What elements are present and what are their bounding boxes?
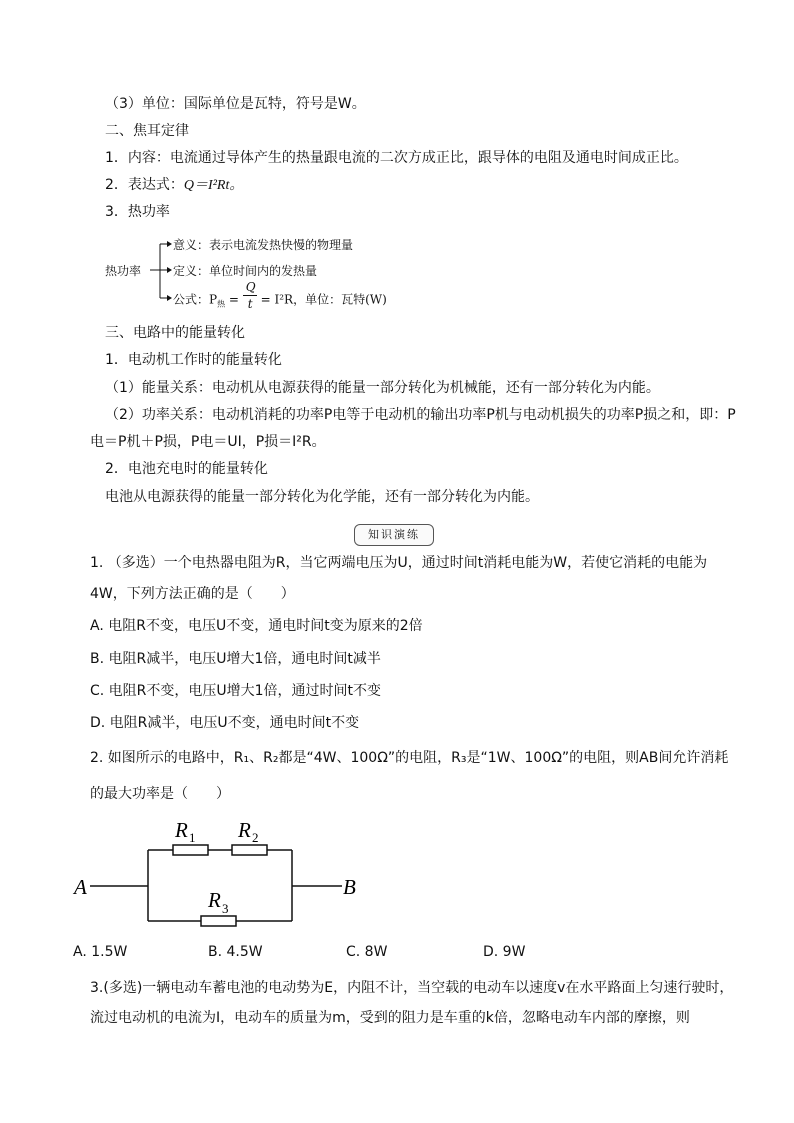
expression-formula: Q＝I²Rt。 [183,178,244,193]
r2-subscript: 2 [252,830,259,845]
r1-subscript: 1 [189,830,196,845]
expression-label: 2．表达式： [105,177,184,193]
heat-power-meaning: 意义：表示电流发热快慢的物理量 [173,238,354,252]
q1-option-b: B. 电阻R减半，电压U增大1倍，通电时间t减半 [90,651,381,667]
heat-power-formula [173,280,387,311]
q2-stem-line-1: 2. 如图所示的电路中，R₁、R₂都是“4W、100Ω”的电阻，R₃是“1W、100Ω”的电阻，则AB间允许消耗 [90,750,729,766]
joule-law-content: 1．内容：电流通过导体产生的热量跟电流的二次方成正比，跟导体的电阻及通电时间成正比。 [105,150,688,166]
q1-stem-line-1: 1. （多选）一个电热器电阻为R，当它两端电压为U，通过时间t消耗电能为W，若使它消耗的电能为 [90,555,708,571]
q1-option-d: D. 电阻R减半，电压U不变，通电时间t不变 [90,715,360,731]
energy-relation: （1）能量关系：电动机从电源获得的能量一部分转化为机械能，还有一部分转化为内能。 [105,380,660,396]
q3-stem-line-1: 3.(多选)一辆电动车蓄电池的电动势为E，内阻不计，当空载的电动车以速度v在水平路面上匀速行驶时， [90,980,734,996]
power-relation-line-2: 电＝P机＋P损，P电＝UI，P损＝I²R。 [90,434,326,450]
r1-label: R [175,818,188,842]
circuit-diagram [70,810,370,938]
joule-law-heading: 二、焦耳定律 [105,123,189,139]
joule-law-expression [105,175,243,196]
formula-prefix: 公式：P [173,292,218,307]
q2-option-a: A. 1.5W [73,944,128,960]
formula-rest: = I²R，单位：瓦特(W) [260,292,387,307]
heat-power-root: 热功率 [105,264,142,278]
energy-conversion-heading: 三、电路中的能量转化 [105,325,245,341]
knowledge-practice-badge: 知识演练 [354,524,434,546]
q2-option-b: B. 4.5W [208,944,263,960]
heat-power-diagram [105,234,405,312]
heat-power-heading: 3．热功率 [105,204,170,220]
q3-stem-line-2: 流过电动机的电流为I，电动车的质量为m，受到的阻力是车重的k倍，忽略电动车内部的摩擦，则 [90,1010,690,1026]
unit-line: （3）单位：国际单位是瓦特，符号是W。 [105,96,366,112]
q2-option-d: D. 9W [483,944,526,960]
formula-subscript: 热 [217,299,226,309]
q1-stem-line-2: 4W，下列方法正确的是（ ） [90,586,295,602]
resistor-r2 [232,845,267,855]
q1-option-a: A. 电阻R不变，电压U不变，通电时间t变为原来的2倍 [90,618,423,634]
r2-label: R [238,818,251,842]
formula-fraction [243,280,257,311]
q2-stem-line-2: 的最大功率是（ ） [90,786,230,802]
fraction-numerator: Q [245,280,256,294]
r3-subscript: 3 [222,901,229,916]
motor-heading: 1．电动机工作时的能量转化 [105,352,282,368]
battery-text: 电池从电源获得的能量一部分转化为化学能，还有一部分转化为内能。 [105,489,539,505]
fraction-bar [243,295,257,296]
resistor-r3 [201,916,236,926]
power-relation-line-1: （2）功率关系：电动机消耗的功率P电等于电动机的输出功率P机与电动机损失的功率P损之和，即：P [105,407,736,423]
resistor-r1 [173,845,208,855]
formula-equals: = [228,292,239,307]
q2-option-c: C. 8W [346,944,388,960]
q1-option-c: C. 电阻R不变，电压U增大1倍，通过时间t不变 [90,683,382,699]
heat-power-definition: 定义：单位时间内的发热量 [173,264,318,278]
r3-label: R [208,888,221,912]
fraction-denominator: t [247,297,253,311]
node-a-label: A [74,875,87,899]
battery-heading: 2．电池充电时的能量转化 [105,461,268,477]
node-b-label: B [343,875,356,899]
